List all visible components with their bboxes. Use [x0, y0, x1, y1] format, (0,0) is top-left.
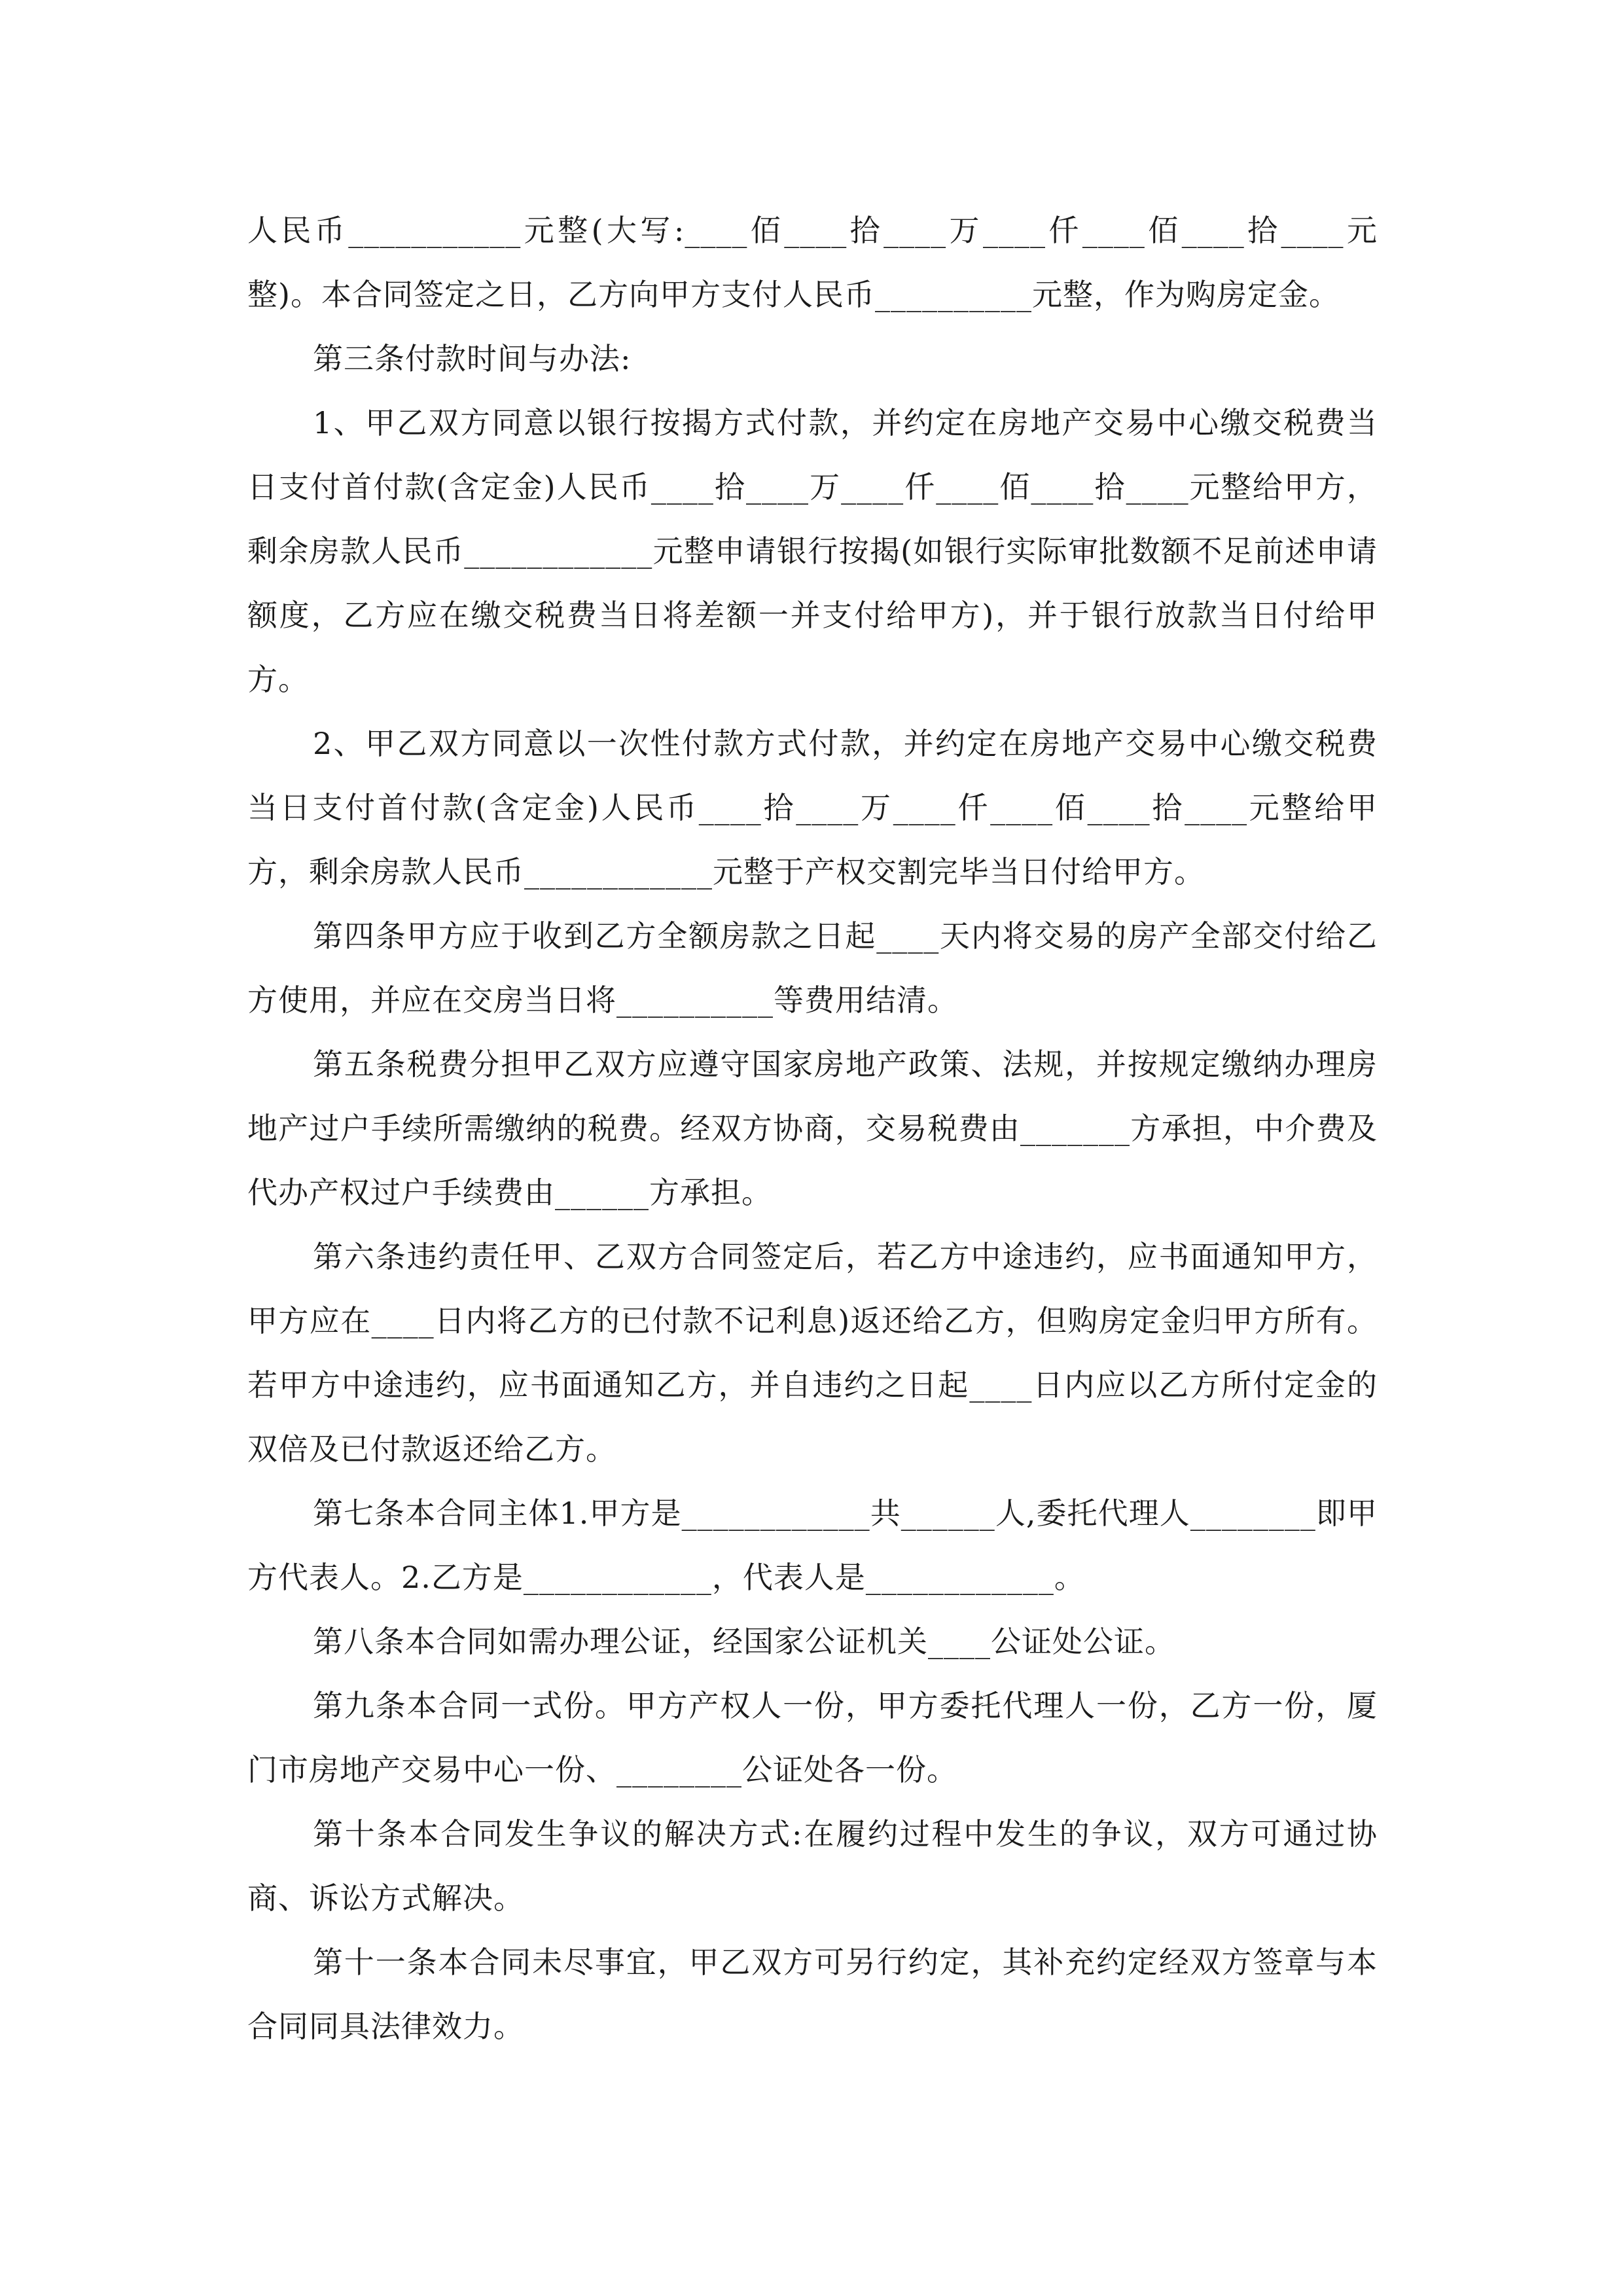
paragraph-payment-mortgage: 1、甲乙双方同意以银行按揭方式付款，并约定在房地产交易中心缴交税费当日支付首付款(含定金)人民币____拾____万____仟____佰____拾____元整给甲方，剩余房款人民币____________元整申请银行按揭(如银行实际审批数额不足前述申请额度，乙方应在缴交税费当日将差额一并支付给甲方)，并于银行放款当日付给甲方。 — [247, 405, 1378, 697]
paragraph-payment-lump-sum: 2、甲乙双方同意以一次性付款方式付款，并约定在房地产交易中心缴交税费当日支付首付款(含定金)人民币____拾____万____仟____佰____拾____元整给甲方，剩余房款人民币____________元整于产权交割完毕当日付给甲方。 — [247, 726, 1378, 889]
paragraph-article-5: 第五条税费分担甲乙双方应遵守国家房地产政策、法规，并按规定缴纳办理房地产过户手续所需缴纳的税费。经双方协商，交易税费由_______方承担，中介费及代办产权过户手续费由______方承担。 — [247, 1047, 1378, 1210]
paragraph-article-10: 第十条本合同发生争议的解决方式:在履约过程中发生的争议，双方可通过协商、诉讼方式解决。 — [247, 1816, 1378, 1916]
paragraph-article-3-heading: 第三条付款时间与办法: — [313, 341, 632, 376]
paragraph-article-11: 第十一条本合同未尽事宜，甲乙双方可另行约定，其补充约定经双方签章与本合同同具法律效力。 — [247, 1945, 1378, 2044]
paragraph-article-9: 第九条本合同一式份。甲方产权人一份，甲方委托代理人一份，乙方一份，厦门市房地产交易中心一份、________公证处各一份。 — [247, 1688, 1378, 1787]
paragraph-article-4: 第四条甲方应于收到乙方全额房款之日起____天内将交易的房产全部交付给乙方使用，并应在交房当日将__________等费用结清。 — [247, 918, 1378, 1018]
paragraph-article-7: 第七条本合同主体1.甲方是____________共______人,委托代理人________即甲方代表人。2.乙方是____________，代表人是____________。 — [247, 1496, 1378, 1595]
paragraph-article-6: 第六条违约责任甲、乙双方合同签定后，若乙方中途违约，应书面通知甲方，甲方应在____日内将乙方的已付款不记利息)返还给乙方，但购房定金归甲方所有。若甲方中途违约，应书面通知乙方，并自违约之日起____日内应以乙方所付定金的双倍及已付款返还给乙方。 — [247, 1239, 1378, 1467]
paragraph-article-8: 第八条本合同如需办理公证，经国家公证机关____公证处公证。 — [313, 1624, 1175, 1659]
document-body — [247, 198, 1378, 2058]
paragraph-price-continuation: 人民币___________元整(大写:____佰____拾____万____仟____佰____拾____元整)。本合同签定之日，乙方向甲方支付人民币__________元整，作为购房定金。 — [247, 213, 1378, 312]
